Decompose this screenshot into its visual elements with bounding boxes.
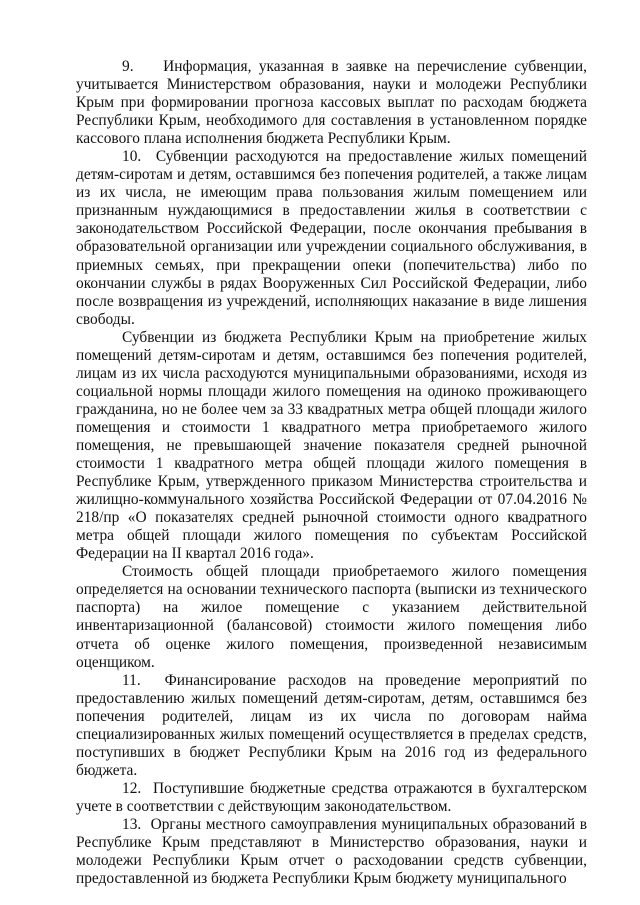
- document-page: [76, 58, 587, 888]
- paragraph-item-13: 13. Органы местного самоуправления муниципальных образований в Республике Крым представляют в Министерство образования, науки и молодежи Республики Крым отчет о расходовании средств субвенции, предоставленной из бюджета Республики Крым бюджету муниципального: [76, 815, 587, 888]
- paragraph-item-9: 9. Информация, указанная в заявке на перечисление субвенции, учитывается Министерством образования, науки и молодежи Республики Крым при формировании прогноза кассовых выплат по расходам бюджета Республики Крым, необходимого для составления в установленном порядке кассового плана исполнения бюджета Республики Крым.: [76, 58, 587, 148]
- paragraph-housing-cost: Стоимость общей площади приобретаемого жилого помещения определяется на основании технического паспорта (выписки из технического паспорта) на жилое помещение с указанием действительной инвентаризационной (балансовой) стоимости жилого помещения либо отчета об оценке жилого помещения, произведенной независимым оценщиком.: [76, 563, 587, 671]
- paragraph-item-12: 12. Поступившие бюджетные средства отражаются в бухгалтерском учете в соответствии с действующим законодательством.: [76, 779, 587, 815]
- paragraph-subventions-purchase: Субвенции из бюджета Республики Крым на приобретение жилых помещений детям-сиротам и детям, оставшимся без попечения родителей, лицам из их числа расходуются муниципальными образованиями, исходя из социальной нормы площади жилого помещения на одиноко проживающего гражданина, но не более чем за 33 квадратных метра общей площади жилого помещения и стоимости 1 квадратного метра приобретаемого жилого помещения, не превышающей значение показателя средней рыночной стоимости 1 квадратного метра общей площади жилого помещения в Республике Крым, утвержденного приказом Министерства строительства и жилищно-коммунального хозяйства Российской Федерации от 07.04.2016 № 218/пр «О показателях средней рыночной стоимости одного квадратного метра общей площади жилого помещения по субъектам Российской Федерации на II квартал 2016 года».: [76, 328, 587, 563]
- paragraph-item-11: 11. Финансирование расходов на проведение мероприятий по предоставлению жилых помещений детям-сиротам, детям, оставшимся без попечения родителей, лицам из их числа по договорам найма специализированных жилых помещений осуществляется в пределах средств, поступивших в бюджет Республики Крым на 2016 год из федерального бюджета.: [76, 671, 587, 779]
- paragraph-item-10: 10. Субвенции расходуются на предоставление жилых помещений детям-сиротам и детям, оставшимся без попечения родителей, а также лицам из их числа, не имеющим права пользования жилым помещением или признанным нуждающимися в предоставлении жилья в соответствии с законодательством Российской Федерации, после окончания пребывания в образовательной организации или учреждении социального обслуживания, в приемных семьях, при прекращении опеки (попечительства) либо по окончании службы в рядах Вооруженных Сил Российской Федерации, либо после возвращения из учреждений, исполняющих наказание в виде лишения свободы.: [76, 148, 587, 328]
